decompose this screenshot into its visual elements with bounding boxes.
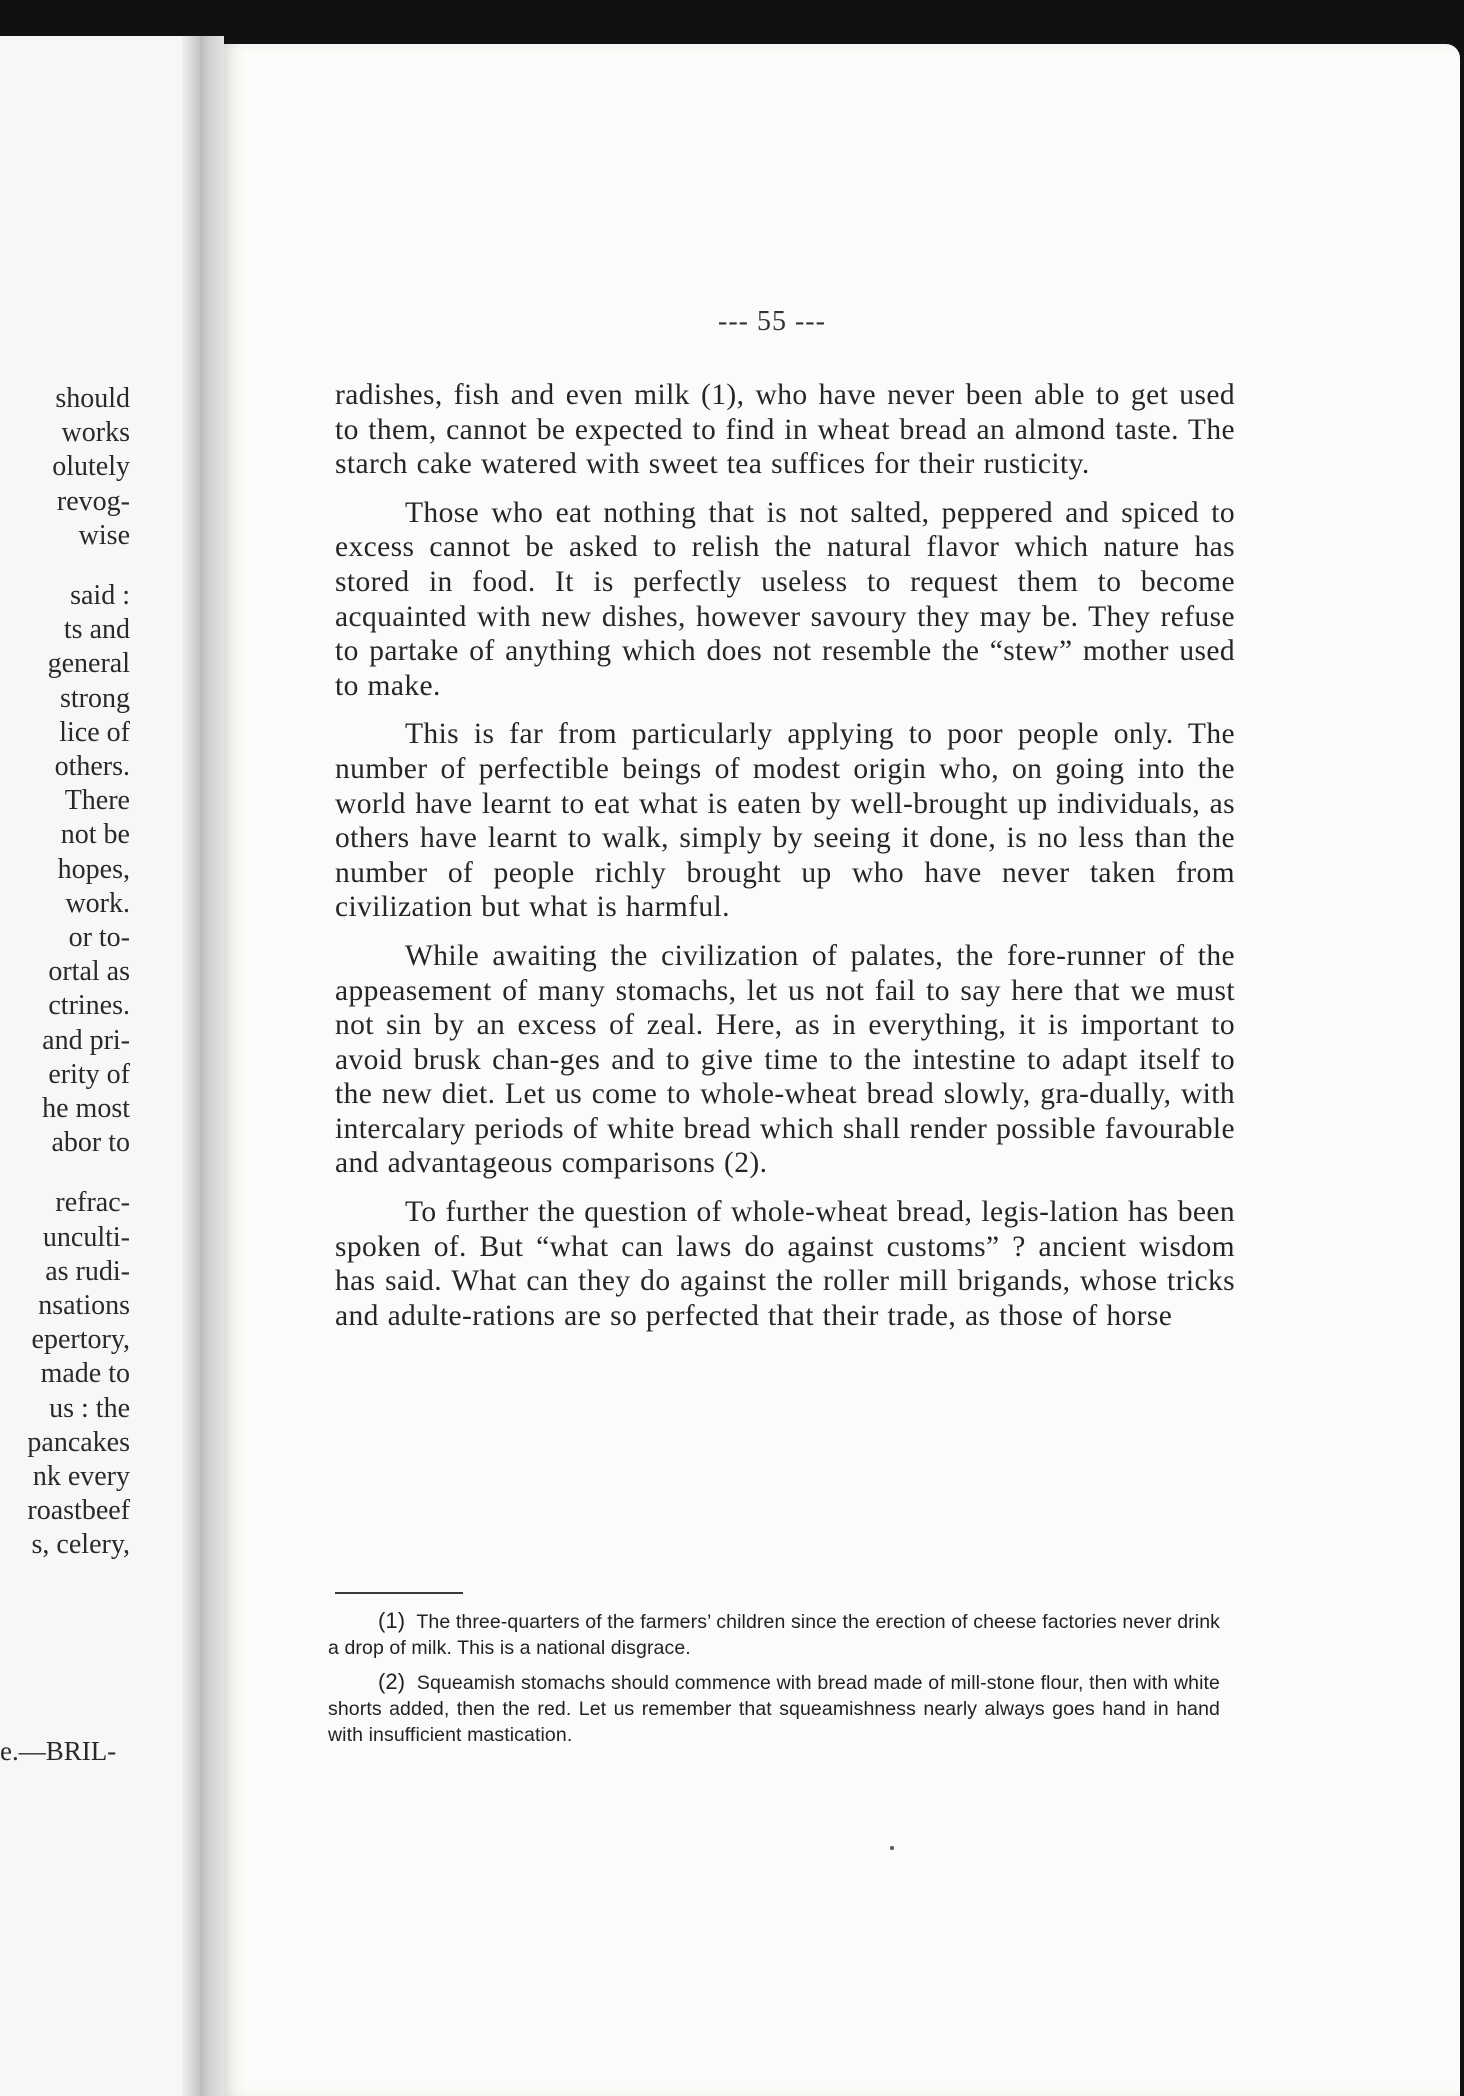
previous-page-line: said :	[70, 580, 130, 611]
previous-page-bottom-line: e.—BRIL-	[0, 1736, 117, 1766]
previous-page-line: us : the	[49, 1392, 130, 1424]
paragraph: This is far from particularly applying to poor people only. The number of perfectible beings of modest origin who, on going into the world have learnt to eat what is eaten by well-brought up individuals, as others have learnt to walk, simply by seeing it done, is no less than the number of people richly brought up who have never taken from civilization but what is harmful.	[335, 718, 1235, 924]
page-number: --- 55 ---	[718, 306, 826, 337]
previous-page-line: epertory,	[31, 1324, 130, 1356]
footnotes	[328, 1608, 1220, 1748]
footnote-text: The three-quarters of the farmers’ children since the erection of cheese factories never drink a drop of milk. This is a national disgrace.	[328, 1611, 1220, 1659]
footnote	[328, 1669, 1220, 1748]
previous-page-line: made to	[40, 1358, 130, 1390]
paragraph: Those who eat nothing that is not salted, peppered and spiced to excess cannot be asked to relish the natural flavor which nature has stored in food. It is perfectly useless to request them to become acquainted with new dishes, however savoury they may be. They refuse to partake of anything which does not resemble the “stew” mother used to make.	[335, 496, 1235, 702]
footnote-marker: (1)	[378, 1608, 406, 1633]
previous-page-line: others.	[54, 751, 130, 782]
previous-page-line: nsations	[38, 1290, 130, 1321]
previous-page-line: ortal as	[48, 956, 130, 988]
previous-page-line: lice of	[59, 716, 130, 748]
book-spine	[200, 36, 224, 2096]
previous-page-line: and pri-	[42, 1024, 130, 1056]
previous-page-line: pancakes	[27, 1426, 130, 1458]
ink-speck	[890, 1846, 894, 1850]
footnote-text: Squeamish stomachs should commence with bread made of mill-stone flour, then with white shorts added, then the red. Let us remember that squeamishness nearly always goes hand in hand with insufficient mastication.	[328, 1672, 1220, 1746]
footnote-marker: (2)	[378, 1669, 406, 1694]
previous-page-line: erity of	[48, 1058, 130, 1090]
previous-page-line: s, celery,	[31, 1529, 130, 1561]
previous-page-line: ctrines.	[48, 990, 130, 1022]
previous-page-line: he most	[42, 1093, 130, 1124]
previous-page-line: olutely	[52, 451, 130, 483]
body-text	[335, 378, 1235, 1333]
previous-page-line: hopes,	[57, 853, 130, 885]
previous-page-line: as rudi-	[45, 1255, 130, 1287]
paragraph: radishes, fish and even milk (1), who have never been able to get used to them, cannot be expected to find in wheat bread an almond taste. The starch cake watered with sweet tea suffices for their rusticity.	[335, 379, 1235, 481]
previous-page-line: nk every	[32, 1461, 130, 1492]
previous-page-line: work.	[65, 887, 130, 919]
previous-page-line: should	[55, 383, 130, 414]
previous-page-line: There	[64, 785, 130, 817]
paragraph: To further the question of whole-wheat bread, legis-lation has been spoken of. But “what can laws do against customs” ? ancient wisdom has said. What can they do against the roller mill brigands, whose tricks and adulte-rations are so perfected that their trade, as those of horse	[335, 1196, 1235, 1332]
previous-page-line: general	[47, 648, 130, 680]
previous-page-line: roastbeef	[27, 1495, 130, 1527]
footnote-separator	[335, 1592, 463, 1594]
previous-page-line: or to-	[68, 922, 130, 953]
previous-page-line: not be	[60, 819, 130, 851]
previous-page-line: revog-	[56, 485, 130, 517]
previous-page-line: wise	[78, 519, 130, 551]
page-gutter-shadow	[182, 36, 200, 2096]
previous-page-line: refrac-	[55, 1187, 130, 1219]
paragraph: While awaiting the civilization of palates, the fore-runner of the appeasement of many stomachs, let us not fail to say here that we must not sin by an excess of zeal. Here, as in everything, it is important to avoid brusk chan-ges and to give time to the intestine to adapt itself to the new diet. Let us come to whole-wheat bread slowly, gra-dually, with intercalary periods of white bread which shall render possible favourable and advantageous comparisons (2).	[335, 939, 1235, 1180]
previous-page-line: strong	[60, 682, 130, 714]
previous-page-line: works	[61, 417, 130, 449]
previous-page-line: ts and	[63, 614, 130, 646]
previous-page	[0, 36, 200, 2096]
previous-page-line: unculti-	[42, 1221, 130, 1253]
previous-page-line: abor to	[51, 1127, 130, 1159]
footnote	[328, 1608, 1220, 1661]
